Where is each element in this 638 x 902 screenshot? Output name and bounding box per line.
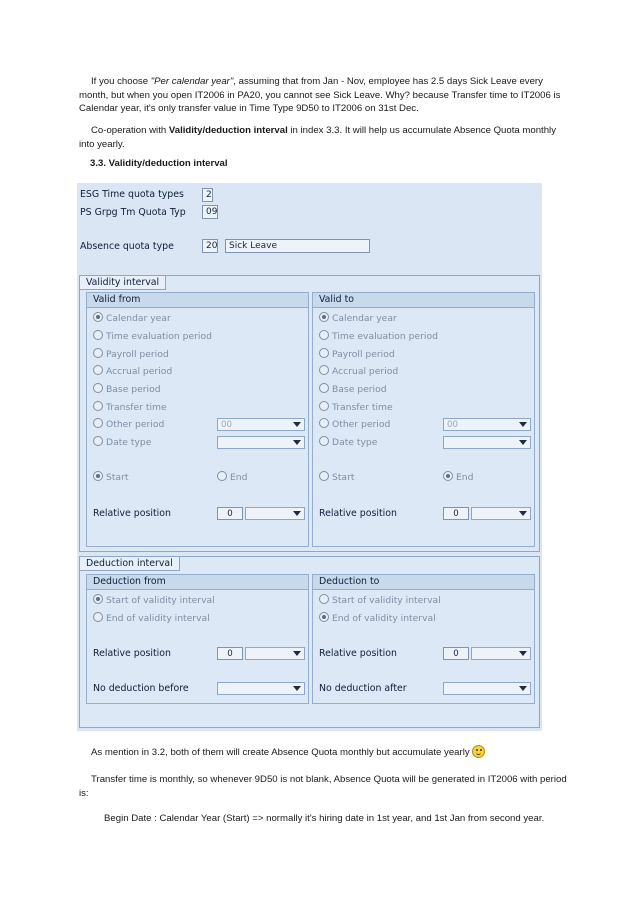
radio-icon <box>93 612 103 622</box>
psg-input[interactable]: 09 <box>202 205 218 219</box>
chevron-down-icon <box>519 440 527 445</box>
radio-icon <box>93 383 103 393</box>
deduction-interval-title: Deduction interval <box>80 557 180 571</box>
deduction-from-end-validity[interactable]: End of validity interval <box>93 612 210 626</box>
deduction-to-relative-label: Relative position <box>319 648 397 659</box>
paragraph-cooperation: Co-operation with Validity/deduction interval in index 3.3. It will help us accumulate Absence Quota monthly into yearly. <box>79 125 556 150</box>
esg-label: ESG Time quota types <box>80 189 184 200</box>
valid-to-end[interactable]: End <box>443 471 473 485</box>
paragraph-begin-date: Begin Date : Calendar Year (Start) => normally it's hiring date in 1st year, and 1st Jan from second year. <box>104 813 545 824</box>
valid-to-payroll[interactable]: Payroll period <box>319 348 395 362</box>
deduction-to-end-validity[interactable]: End of validity interval <box>319 612 436 626</box>
deduction-interval-group <box>79 556 540 728</box>
radio-icon <box>93 418 103 428</box>
radio-icon <box>93 471 103 481</box>
no-deduction-after-dropdown[interactable] <box>443 682 531 695</box>
valid-from-relative-label: Relative position <box>93 508 171 519</box>
valid-from-date-type[interactable]: Date type <box>93 436 151 450</box>
radio-icon <box>93 401 103 411</box>
valid-from-relative-input[interactable]: 0 <box>217 507 243 520</box>
deduction-from-panel <box>86 574 309 704</box>
validity-interval-title: Validity interval <box>80 276 166 290</box>
radio-icon <box>319 383 329 393</box>
radio-icon <box>319 436 329 446</box>
deduction-from-title: Deduction from <box>87 575 308 590</box>
absence-text-field: Sick Leave <box>225 239 370 253</box>
no-deduction-before-label: No deduction before <box>93 683 189 694</box>
radio-icon <box>93 348 103 358</box>
deduction-from-relative-label: Relative position <box>93 648 171 659</box>
chevron-down-icon <box>293 422 301 427</box>
valid-from-other-period-dropdown[interactable]: 00 <box>217 418 305 431</box>
chevron-down-icon <box>519 686 527 691</box>
chevron-down-icon <box>293 440 301 445</box>
chevron-down-icon <box>519 651 527 656</box>
radio-icon <box>319 348 329 358</box>
deduction-from-relative-input[interactable]: 0 <box>217 647 243 660</box>
radio-icon <box>93 330 103 340</box>
emphasis-per-calendar-year: "Per calendar year" <box>150 76 234 87</box>
radio-icon <box>217 471 227 481</box>
validity-interval-group <box>79 275 540 552</box>
chevron-down-icon <box>293 651 301 656</box>
radio-icon <box>319 418 329 428</box>
paragraph-transfer-time: Transfer time is monthly, so whenever 9D50 is not blank, Absence Quota will be generated in IT2006 with period is: <box>79 774 567 799</box>
bold-validity-deduction: Validity/deduction interval <box>168 125 288 136</box>
valid-to-time-evaluation[interactable]: Time evaluation period <box>319 330 438 344</box>
deduction-from-start-validity[interactable]: Start of validity interval <box>93 594 215 608</box>
radio-icon <box>93 594 103 604</box>
valid-to-base[interactable]: Base period <box>319 383 387 397</box>
smiley-icon <box>472 745 485 758</box>
esg-input[interactable]: 2 <box>202 188 213 202</box>
valid-from-end[interactable]: End <box>217 471 247 485</box>
deduction-to-title: Deduction to <box>313 575 534 590</box>
valid-to-title: Valid to <box>313 293 534 308</box>
radio-icon <box>93 312 103 322</box>
valid-from-payroll[interactable]: Payroll period <box>93 348 169 362</box>
absence-code-input[interactable]: 20 <box>202 239 218 253</box>
valid-from-title: Valid from <box>87 293 308 308</box>
radio-icon <box>443 471 453 481</box>
valid-to-date-type[interactable]: Date type <box>319 436 377 450</box>
valid-to-accrual[interactable]: Accrual period <box>319 365 398 379</box>
valid-to-date-type-dropdown[interactable] <box>443 436 531 449</box>
radio-icon <box>319 471 329 481</box>
paragraph-per-calendar-year: If you choose "Per calendar year", assuming that from Jan - Nov, employee has 2.5 days Sick Leave every month, but when you open IT2006 in PA20, you cannot see Sick Leave. Why? because Transfer time to IT2006 is Calendar year, it's only transfer value in Time Type 9D50 to IT2006 on 31st Dec. <box>79 76 561 114</box>
deduction-to-relative-input[interactable]: 0 <box>443 647 469 660</box>
valid-from-accrual[interactable]: Accrual period <box>93 365 172 379</box>
valid-to-other-period-dropdown[interactable]: 00 <box>443 418 531 431</box>
valid-to-relative-input[interactable]: 0 <box>443 507 469 520</box>
sap-screenshot <box>77 183 542 731</box>
no-deduction-after-label: No deduction after <box>319 683 407 694</box>
chevron-down-icon <box>293 686 301 691</box>
radio-icon <box>319 365 329 375</box>
radio-icon <box>319 330 329 340</box>
radio-icon <box>319 401 329 411</box>
chevron-down-icon <box>519 422 527 427</box>
chevron-down-icon <box>519 511 527 516</box>
deduction-to-start-validity[interactable]: Start of validity interval <box>319 594 441 608</box>
valid-to-calendar-year[interactable]: Calendar year <box>319 312 397 326</box>
radio-icon <box>319 594 329 604</box>
deduction-from-relative-dropdown[interactable] <box>245 647 305 660</box>
radio-icon <box>319 312 329 322</box>
valid-from-base[interactable]: Base period <box>93 383 161 397</box>
radio-icon <box>319 612 329 622</box>
valid-from-panel <box>86 292 309 547</box>
deduction-to-relative-dropdown[interactable] <box>471 647 531 660</box>
psg-label: PS Grpg Tm Quota Typ <box>80 207 186 218</box>
deduction-to-panel <box>312 574 535 704</box>
valid-to-panel <box>312 292 535 547</box>
valid-from-other-period[interactable]: Other period <box>93 418 164 432</box>
paragraph-mention: As mention in 3.2, both of them will create Absence Quota monthly but accumulate yearly <box>79 745 569 760</box>
valid-from-date-type-dropdown[interactable] <box>217 436 305 449</box>
valid-to-other-period[interactable]: Other period <box>319 418 390 432</box>
valid-to-relative-label: Relative position <box>319 508 397 519</box>
no-deduction-before-dropdown[interactable] <box>217 682 305 695</box>
valid-to-transfer[interactable]: Transfer time <box>319 401 393 415</box>
valid-from-time-evaluation[interactable]: Time evaluation period <box>93 330 212 344</box>
valid-to-relative-dropdown[interactable] <box>471 507 531 520</box>
radio-icon <box>93 365 103 375</box>
valid-from-calendar-year[interactable]: Calendar year <box>93 312 171 326</box>
chevron-down-icon <box>293 511 301 516</box>
absence-quota-label: Absence quota type <box>80 241 174 252</box>
valid-from-start[interactable]: Start <box>93 471 128 485</box>
valid-from-relative-dropdown[interactable] <box>245 507 305 520</box>
section-heading: 3.3. Validity/deduction interval <box>90 158 228 169</box>
radio-icon <box>93 436 103 446</box>
valid-to-start[interactable]: Start <box>319 471 354 485</box>
valid-from-transfer[interactable]: Transfer time <box>93 401 167 415</box>
